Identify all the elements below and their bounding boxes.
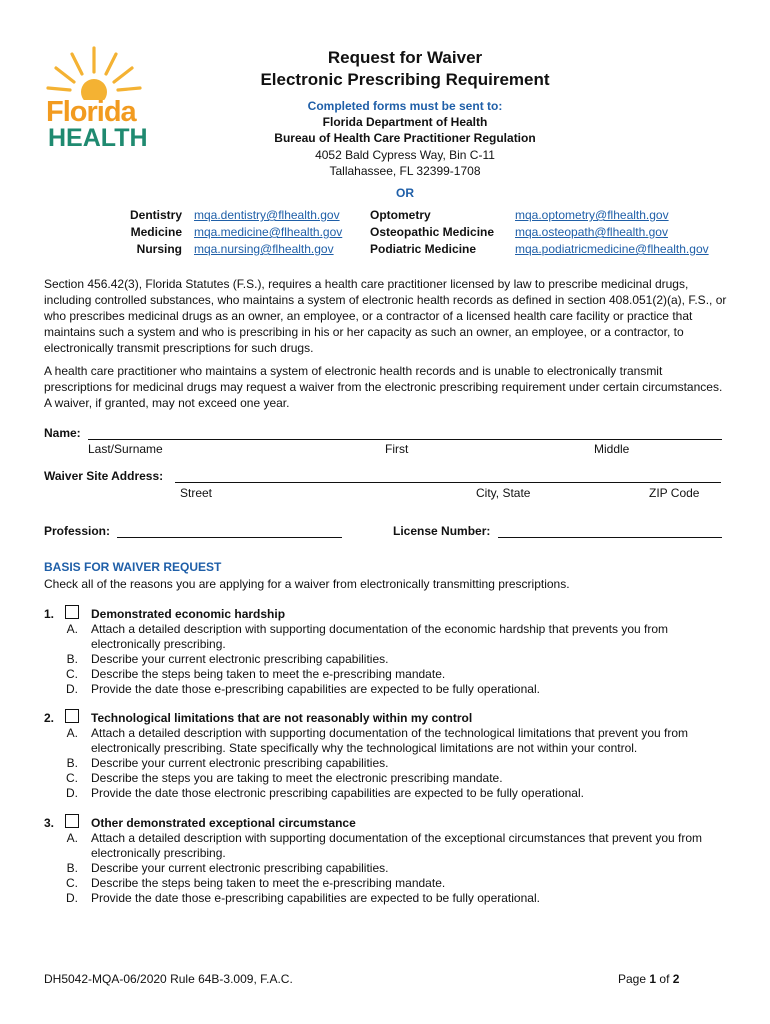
- address-line-1: 4052 Bald Cypress Way, Bin C-11: [315, 148, 495, 162]
- of-word: of: [659, 972, 670, 986]
- form-identifier: DH5042-MQA-06/2020 Rule 64B-3.009, F.A.C.: [44, 972, 293, 986]
- name-first-caption: First: [385, 442, 409, 456]
- page-number: 1: [649, 972, 657, 986]
- email-link-osteopathic[interactable]: mqa.osteopath@flhealth.gov: [515, 225, 668, 239]
- contact-label-medicine: Medicine: [130, 225, 182, 239]
- list-item: Attach a detailed description with supporting documentation of the technological limitations that prevent you from electronically prescribing. State specifically why the technological limitations are not within your control.: [91, 726, 689, 755]
- form-title: Request for Waiver: [327, 48, 483, 67]
- item-title-exceptional-circumstance: Other demonstrated exceptional circumstance: [91, 816, 356, 830]
- license-label: License Number:: [393, 524, 491, 538]
- florida-health-logo: [44, 44, 148, 154]
- statute-paragraph: Section 456.42(3), Florida Statutes (F.S.), requires a health care practitioner licensed by law to prescribe medicinal drugs, including controlled substances, who maintains a system of electronic health records as defined in section 408.051(2)(a), F.S., or who prescribes medicinal drugs as an owner, an employee, or a contractor of a licensed health care facility or practice that maintains such a system and who is prescribing in his or her capacity as such an owner, an employee, or a contractor, to electronically transmit prescriptions for such drugs.: [44, 277, 727, 355]
- list-item: Attach a detailed description with supporting documentation of the exceptional circumstances that prevent you from electronically prescribing.: [91, 831, 703, 860]
- page-indicator: [618, 972, 679, 986]
- site-city-caption: City, State: [476, 486, 531, 500]
- profession-label: Profession:: [44, 524, 111, 538]
- email-link-nursing[interactable]: mqa.nursing@flhealth.gov: [194, 242, 334, 256]
- item-title-economic-hardship: Demonstrated economic hardship: [91, 607, 286, 621]
- list-item: Describe the steps being taken to meet the e-prescribing mandate.: [91, 876, 446, 890]
- item-number: 2.: [44, 711, 55, 725]
- bureau-name: Bureau of Health Care Practitioner Regulation: [274, 131, 536, 145]
- contact-label-osteopathic: Osteopathic Medicine: [370, 225, 495, 239]
- waiver-paragraph: A health care practitioner who maintains a system of electronic health records and is unable to electronically transmit prescriptions for medicinal drugs may request a waiver from the electronic prescribing requirement under certain circumstances. A waiver, if granted, may not exceed one year.: [44, 364, 723, 410]
- item-number: 1.: [44, 607, 55, 621]
- contact-label-nursing: Nursing: [136, 242, 182, 256]
- list-item: Provide the date those electronic prescribing capabilities are expected to be fully operational.: [91, 786, 584, 800]
- logo-health-word: HEALTH: [48, 124, 148, 152]
- list-item: Provide the date those e-prescribing capabilities are expected to be fully operational.: [91, 682, 540, 696]
- list-letter: A.: [66, 831, 78, 845]
- form-subtitle: Electronic Prescribing Requirement: [260, 70, 550, 89]
- site-address-label: Waiver Site Address:: [44, 469, 164, 483]
- sent-to-label: Completed forms must be sent to:: [307, 99, 503, 113]
- name-label: Name:: [44, 426, 81, 440]
- site-address-input-line[interactable]: [175, 482, 721, 483]
- item-title-technological-limitations: Technological limitations that are not reasonably within my control: [91, 711, 473, 725]
- list-item: Describe your current electronic prescribing capabilities.: [91, 756, 389, 770]
- email-link-medicine[interactable]: mqa.medicine@flhealth.gov: [194, 225, 343, 239]
- list-letter: D.: [66, 682, 78, 696]
- profession-input-line[interactable]: [117, 537, 342, 538]
- list-item: Provide the date those e-prescribing capabilities are expected to be fully operational.: [91, 891, 540, 905]
- address-line-2: Tallahassee, FL 32399-1708: [329, 164, 481, 178]
- site-zip-caption: ZIP Code: [649, 486, 700, 500]
- checkbox-economic-hardship[interactable]: [65, 605, 79, 619]
- name-middle-caption: Middle: [594, 442, 630, 456]
- license-input-line[interactable]: [498, 537, 722, 538]
- list-letter: A.: [66, 622, 78, 636]
- name-last-caption: Last/Surname: [88, 442, 163, 456]
- list-letter: D.: [66, 786, 78, 800]
- list-item: Describe your current electronic prescribing capabilities.: [91, 652, 389, 666]
- list-item: Describe the steps you are taking to meet the electronic prescribing mandate.: [91, 771, 503, 785]
- checkbox-exceptional-circumstance[interactable]: [65, 814, 79, 828]
- checkbox-technological-limitations[interactable]: [65, 709, 79, 723]
- basis-header: BASIS FOR WAIVER REQUEST: [44, 560, 222, 574]
- list-letter: A.: [66, 726, 78, 740]
- list-letter: B.: [66, 756, 78, 770]
- item-number: 3.: [44, 816, 55, 830]
- email-link-podiatric[interactable]: mqa.podiatricmedicine@flhealth.gov: [515, 242, 709, 256]
- contact-label-optometry: Optometry: [370, 208, 431, 222]
- contact-label-dentistry: Dentistry: [129, 208, 182, 222]
- page-total: 2: [672, 972, 680, 986]
- site-street-caption: Street: [180, 486, 213, 500]
- page-word: Page: [618, 972, 647, 986]
- list-letter: B.: [66, 861, 78, 875]
- basis-instruction: Check all of the reasons you are applying for a waiver from electronically transmitting prescriptions.: [44, 577, 570, 591]
- logo-florida-word: Florida: [46, 96, 136, 128]
- email-link-optometry[interactable]: mqa.optometry@flhealth.gov: [515, 208, 669, 222]
- list-letter: C.: [66, 771, 78, 785]
- email-link-dentistry[interactable]: mqa.dentistry@flhealth.gov: [194, 208, 340, 222]
- list-letter: C.: [66, 876, 78, 890]
- list-letter: C.: [66, 667, 78, 681]
- list-letter: D.: [66, 891, 78, 905]
- name-input-line[interactable]: [88, 439, 722, 440]
- or-separator: OR: [396, 186, 414, 200]
- list-item: Describe the steps being taken to meet the e-prescribing mandate.: [91, 667, 446, 681]
- list-letter: B.: [66, 652, 78, 666]
- list-item: Attach a detailed description with supporting documentation of the economic hardship that prevents you from electronically prescribing.: [91, 622, 669, 651]
- department-name: Florida Department of Health: [322, 115, 488, 129]
- list-item: Describe your current electronic prescribing capabilities.: [91, 861, 389, 875]
- contact-label-podiatric: Podiatric Medicine: [370, 242, 477, 256]
